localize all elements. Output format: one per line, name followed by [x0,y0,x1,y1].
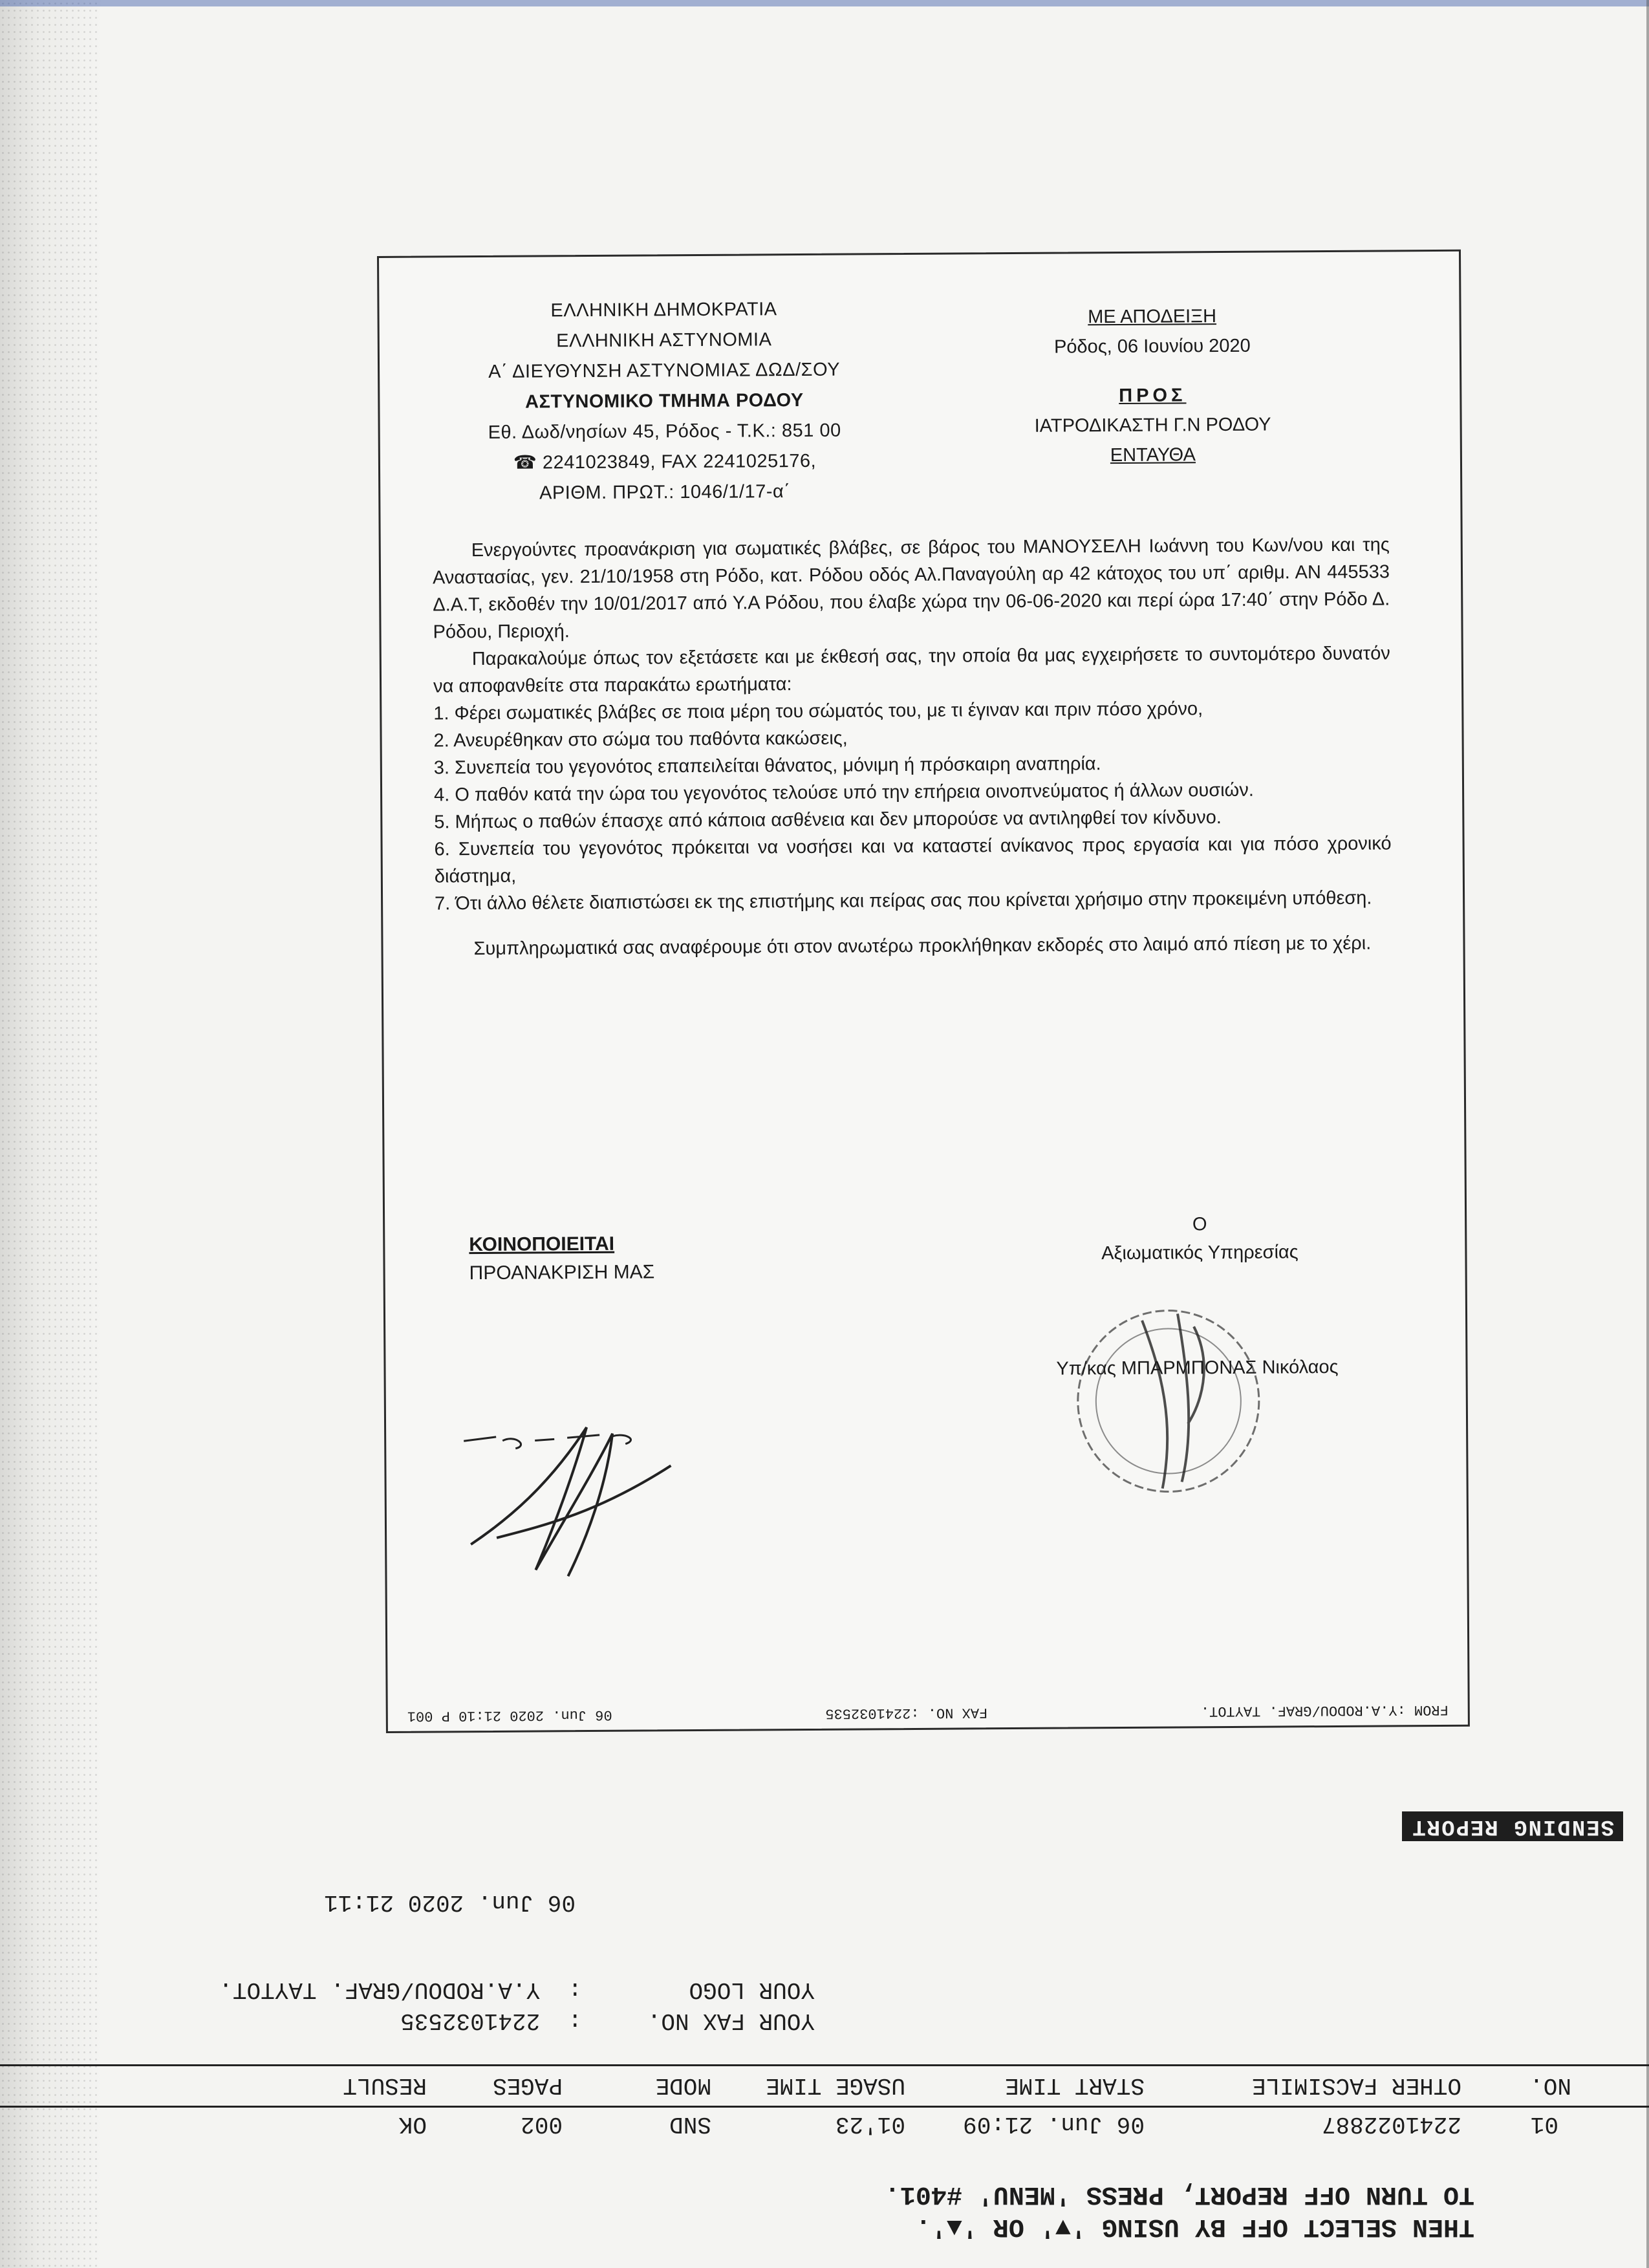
sending-report [0,1772,1649,2268]
letterhead-department: ΑΣΤΥΝΟΜΙΚΟ ΤΜΗΜΑ ΡΟΔΟΥ [524,389,804,413]
fax-number: FAX NO. :2241032535 [825,1704,988,1722]
row-pages: 002 [521,2111,563,2137]
question-item: 2. Ανευρέθηκαν στο σώμα του παθόντα κακώσεις, [433,728,848,751]
col-other-facsimile: OTHER FACSIMILE [1251,2072,1461,2099]
col-mode: MODE [655,2072,711,2099]
question-item: 4. Ο παθόν κατά την ώρα του γεγονότος τελούσε υπό την επήρεια οινοπνεύματος ή άλλων ουσιών. [433,779,1254,806]
request-paragraph: Παρακαλούμε όπως τον εξετάσετε και με έκθεσή σας, την οποία θα μας εγχειρήσετε το συντομότερο δυνατόν να αποφανθείτε στα παρακάτω ερωτήματα: [433,643,1390,697]
row-mode: SND [669,2111,711,2137]
fax-header-line [407,1699,1449,1726]
fax-datetime: 06 Jun. 2020 21:10 P 001 [407,1706,612,1724]
officer-block [1006,1209,1394,1268]
officer-article: Ο [1192,1214,1207,1235]
notify-title: ΚΟΙΝΟΠΟΙΕΙΤΑΙ [469,1233,615,1256]
row-result: OK [398,2111,427,2137]
col-usage-time: USAGE TIME [765,2072,905,2099]
your-logo-label: YOUR LOGO [689,1976,815,2003]
col-result: RESULT [343,2072,427,2099]
question-item: 6. Συνεπεία του γεγονότος πρόκειται να νοσήσει και να καταστεί ανίκανος προς εργασία και για πόσο χρονικό διάστημα, [434,833,1392,887]
report-badge: SENDING REPORT [1402,1811,1623,1841]
report-instruction: THEN SELECT OFF BY USING '▼' OR '▲'. [915,2212,1474,2241]
row-no: 01 [1530,2111,1558,2137]
officer-title: Αξιωματικός Υπηρεσίας [1101,1242,1299,1264]
your-fax-value: : 2241032535 [400,2007,582,2034]
question-item: 3. Συνεπεία του γεγονότος επαπειλείται θάνατος, μόνιμη ή πρόσκαιρη αναπηρία. [433,753,1101,779]
handwritten-signature [457,1414,691,1583]
report-rule [0,2064,1649,2066]
letter-date: Ρόδος, 06 Ιουνίου 2020 [1053,335,1251,358]
row-start-time: 06 Jun. 21:09 [963,2111,1145,2137]
letterhead-line: ΕΛΛΗΝΙΚΗ ΑΣΤΥΝΟΜΙΑ [556,329,772,352]
letter-body [433,531,1392,962]
row-other-facsimile: 2241022887 [1321,2111,1461,2137]
col-no: NO. [1529,2072,1571,2099]
question-item: 7. Ότι άλλο θέλετε διαπιστώσει εκ της επιστήμης και πείρας σας που κρίνεται χρήσιμο στην προκειμένη υπόθεση. [435,887,1372,914]
your-fax-label: YOUR FAX NO. [647,2007,815,2034]
question-item: 1. Φέρει σωματικές βλάβες σε ποια μέρη του σώματός του, με τι έγιναν και πριν πόσο χρόνο, [433,698,1203,724]
recipient-block [974,301,1331,471]
report-rule [0,2106,1649,2108]
faxed-letter [377,250,1470,1733]
question-item: 5. Μήπως ο παθών έπασχε από κάποια ασθένεια και δεν μπορούσε να αντιληφθεί τον κίνδυνο. [434,807,1222,833]
supplement-paragraph: Συμπληρωματικά σας αναφέρουμε ότι στον ανωτέρω προκλήθηκαν εκδορές στο λαιμό από πίεση με το χέρι. [473,933,1372,960]
notify-block [469,1229,793,1288]
notify-recipient: ΠΡΟΑΝΑΚΡΙΣΗ ΜΑΣ [469,1261,655,1284]
scan-edge-top [0,0,1649,6]
protocol-number: ΑΡΙΘΜ. ΠΡΩΤ.: 1046/1/17-α΄ [539,481,791,504]
letterhead-line: ΕΛΛΗΝΙΚΗ ΔΗΜΟΚΡΑΤΙΑ [550,299,777,321]
recipient-name: ΙΑΤΡΟΔΙΚΑΣΤΗ Γ.Ν ΡΟΔΟΥ [1034,414,1271,437]
letterhead-phone-fax: ☎ 2241023849, FAX 2241025176, [513,450,817,473]
letterhead-line: Α΄ ΔΙΕΥΘΥΝΣΗ ΑΣΤΥΝΟΜΙΑΣ ΔΩΔ/ΣΟΥ [488,359,841,382]
col-start-time: START TIME [1004,2072,1145,2099]
report-instruction: TO TURN OFF REPORT, PRESS 'MENU' #401. [884,2179,1474,2209]
official-stamp [1064,1294,1273,1509]
report-timestamp: 06 Jun. 2020 21:11 [324,1889,576,1916]
col-pages: PAGES [492,2072,563,2099]
officer-name: Υπ/κας ΜΠΑΡΜΠΟΝΑΣ Νικόλαος [1056,1356,1339,1379]
fax-from: FROM :Y.A.RODOU/GRAF. TAYTOT. [1200,1701,1449,1720]
intro-paragraph: Ενεργούντες προανάκριση για σωματικές βλάβες, σε βάρος του ΜΑΝΟΥΣΕΛΗ Ιωάννη του Κων/νου και της Αναστασίας, γεν. 21/10/1958 στη Ρόδο, κατ. Ρόδου οδός Αλ.Παναγούλη αρ 42 κάτοχος του υπ΄ αριθμ. ΑΝ 445533 Δ.Α.Τ, εκδοθέν την 10/01/2017 από Υ.Α Ρόδου, που έλαβε χώρα την 06-06-2020 και περί ώρα 17:40΄ στην Ρόδο Δ. Ρόδου, Περιοχή. [432,534,1390,643]
letterhead-address: Εθ. Δωδ/νησίων 45, Ρόδος - Τ.Κ.: 851 00 [488,420,841,443]
to-label: ΠΡΟΣ [1119,385,1187,406]
your-logo-value: : Y.A.RODOU/GRAF. TAYTOT. [219,1976,582,2003]
recipient-location: ΕΝΤΑΥΘΑ [1110,444,1196,466]
letterhead [437,294,891,509]
row-usage-time: 01'23 [835,2111,905,2137]
delivery-method: ΜΕ ΑΠΟΔΕΙΞΗ [1088,306,1217,328]
